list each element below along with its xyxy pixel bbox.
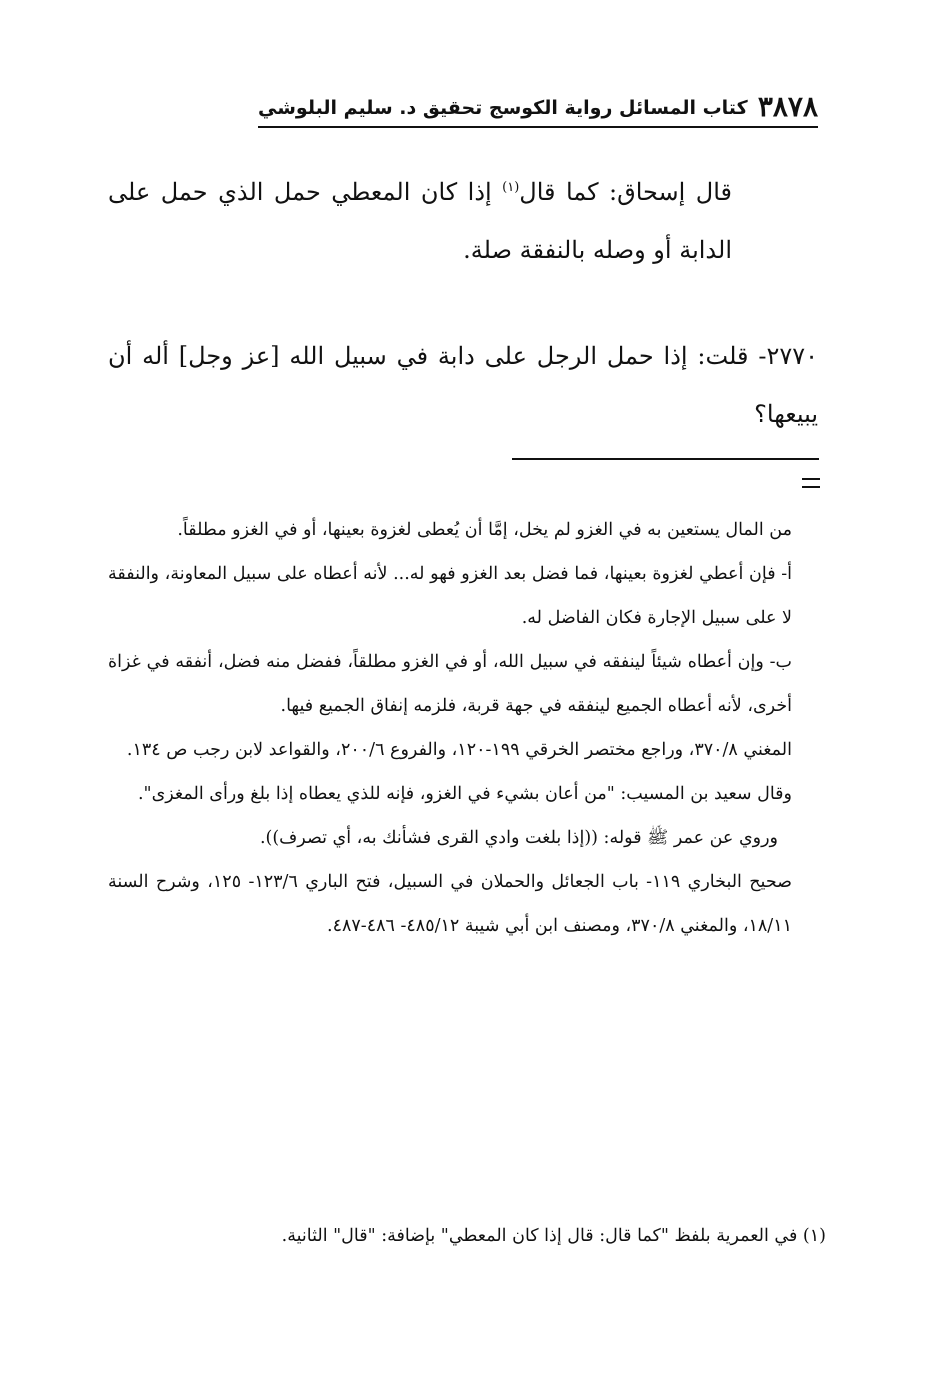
question-2770: ٢٧٧٠- قلت: إذا حمل الرجل على دابة في سبيل الله [عز وجل] أله أن يبيعها؟ bbox=[108, 342, 818, 428]
book-title: كتاب المسائل رواية الكوسج تحقيق د. سليم البلوشي bbox=[258, 97, 748, 119]
page-number: ٣٨٧٨ bbox=[757, 90, 818, 123]
footnote-line: وروي عن عمر ﷺ قوله: ((إذا بلغت وادي القرى فشأنك به، أي تصرف)). bbox=[259, 828, 778, 848]
footnotes-block bbox=[108, 508, 792, 948]
footnote-line: المغني ٣٧٠/٨، وراجع مختصر الخرقي ١٩٩-١٢٠، والفروع ٢٠٠/٦، والقواعد لابن رجب ص ١٣٤. bbox=[126, 740, 792, 760]
footnote-line: ب- وإن أعطاه شيئاً لينفقه في سبيل الله، أو في الغزو مطلقاً، ففضل منه فضل، أنفقه في غزاة أخرى، لأنه أعطاه الجميع لينفقه في جهة قربة، فلزمه إنفاق الجميع فيها. bbox=[108, 652, 792, 716]
footnote-ref-1: (١) bbox=[502, 180, 520, 195]
footnote-1: (١) في العمرية بلفظ "كما قال: قال إذا كان المعطي" بإضافة: "قال" الثانية. bbox=[281, 1226, 826, 1246]
footnote-line: صحيح البخاري ١١٩- باب الجعائل والحملان في السبيل، فتح الباري ١٢٣/٦- ١٢٥، وشرح السنة ١٨/١١، والمغني ٣٧٠/٨، ومصنف ابن أبي شيبة ٤٨٥/١٢- ٤٨٦-٤٨٧. bbox=[108, 872, 792, 936]
paragraph-ishaq-end: إذا كان المعطي حمل الذي حمل على الدابة أو وصله بالنفقة صلة. bbox=[108, 178, 732, 264]
footnote-line: أ- فإن أعطي لغزوة بعينها، فما فضل بعد الغزو فهو له... لأنه أعطاه على سبيل المعاونة، والنفقة لا على سبيل الإجارة فكان الفاضل له. bbox=[108, 564, 792, 628]
footnote-line: من المال يستعين به في الغزو لم يخل، إمَّا أن يُعطى لغزوة بعينها، أو في الغزو مطلقاً. bbox=[177, 520, 792, 540]
footnote-divider bbox=[512, 458, 819, 460]
paragraph-ishaq bbox=[108, 163, 732, 279]
running-header bbox=[258, 86, 818, 128]
footnote-line: وقال سعيد بن المسيب: "من أعان بشيء في الغزو، فإنه للذي يعطاه إذا بلغ ورأى المغزى". bbox=[137, 784, 792, 804]
continuation-mark bbox=[802, 478, 820, 494]
paragraph-ishaq-start: قال إسحاق: كما قال bbox=[519, 178, 733, 206]
